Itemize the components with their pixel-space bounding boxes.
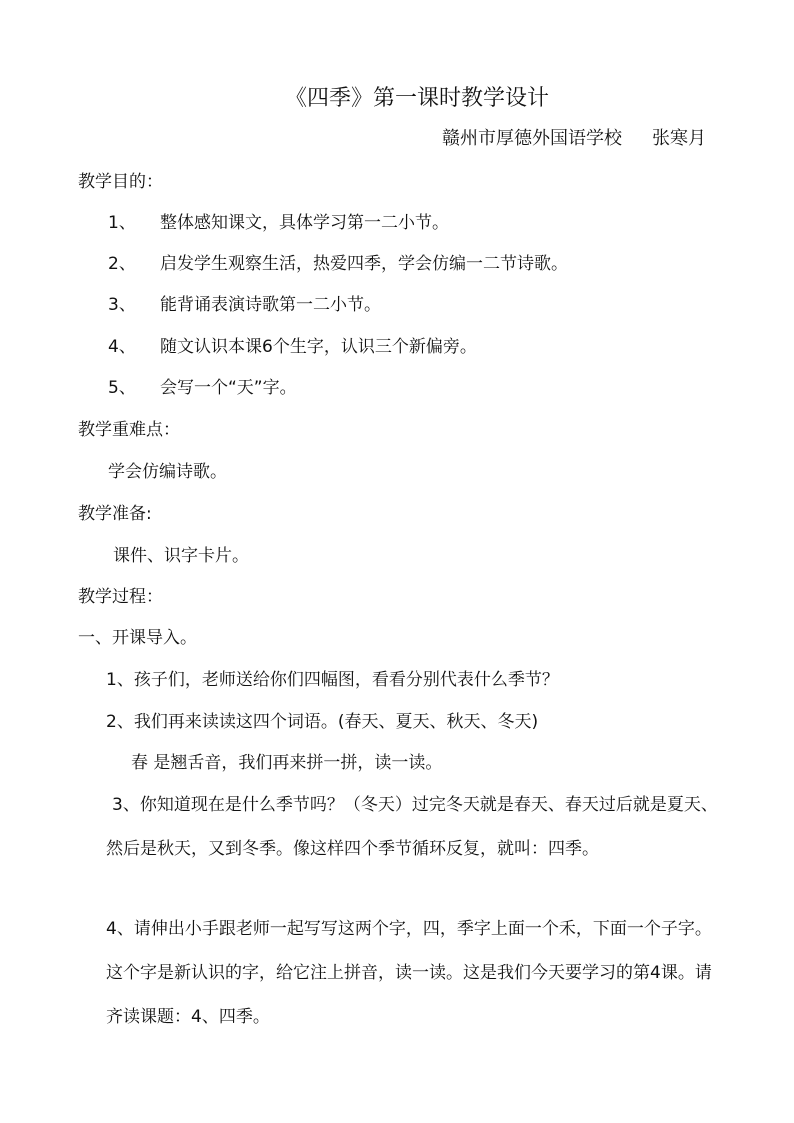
section-one-heading: 一、开课导入。 [78,628,197,648]
key-points-text: 学会仿编诗歌。 [108,462,227,482]
author-line [442,127,706,151]
step-item: 2、我们再来读读这四个词语。(春天、夏天、秋天、冬天) [106,712,539,732]
author-school: 赣州市厚德外国语学校 [442,128,622,149]
objective-text: 随文认识本课6个生字，认识三个新偏旁。 [160,337,477,357]
objective-number: 4、 [108,337,136,357]
objective-text: 会写一个“天”字。 [160,378,297,398]
objectives-heading: 教学目的： [78,172,163,192]
objective-text: 能背诵表演诗歌第一二小节。 [160,295,381,315]
preparation-text: 课件、识字卡片。 [113,546,249,566]
objective-number: 3、 [108,295,136,315]
process-heading: 教学过程： [78,587,163,607]
objective-text: 整体感知课文，具体学习第一二小节。 [160,213,449,233]
preparation-heading: 教学准备: [78,504,152,524]
step-paragraph: 4、请伸出小手跟老师一起写写这两个字，四，季字上面一个禾，下面一个子字。这个字是新认识的字，给它注上拼音，读一读。这是我们今天要学习的第4课。请齐读课题：4、四季。 [106,919,712,1027]
objective-number: 2、 [108,254,136,274]
objective-text: 启发学生观察生活，热爱四季，学会仿编一二节诗歌。 [160,254,568,274]
step-item: 1、孩子们，老师送给你们四幅图，看看分别代表什么季节？ [106,670,559,690]
objective-number: 1、 [108,213,136,233]
objective-number: 5、 [108,378,136,398]
key-points-heading: 教学重难点： [78,420,180,440]
document-title: 《四季》第一课时教学设计 [284,86,549,111]
step-note: 春 是翘舌音，我们再来拼一拼，读一读。 [131,753,443,773]
step-paragraph: 3、你知道现在是什么季节吗？（冬天）过完冬天就是春天、春天过后就是夏天、然后是秋天，又到冬季。像这样四个季节循环反复，就叫：四季。 [106,795,718,859]
author-name: 张寒月 [652,128,706,149]
